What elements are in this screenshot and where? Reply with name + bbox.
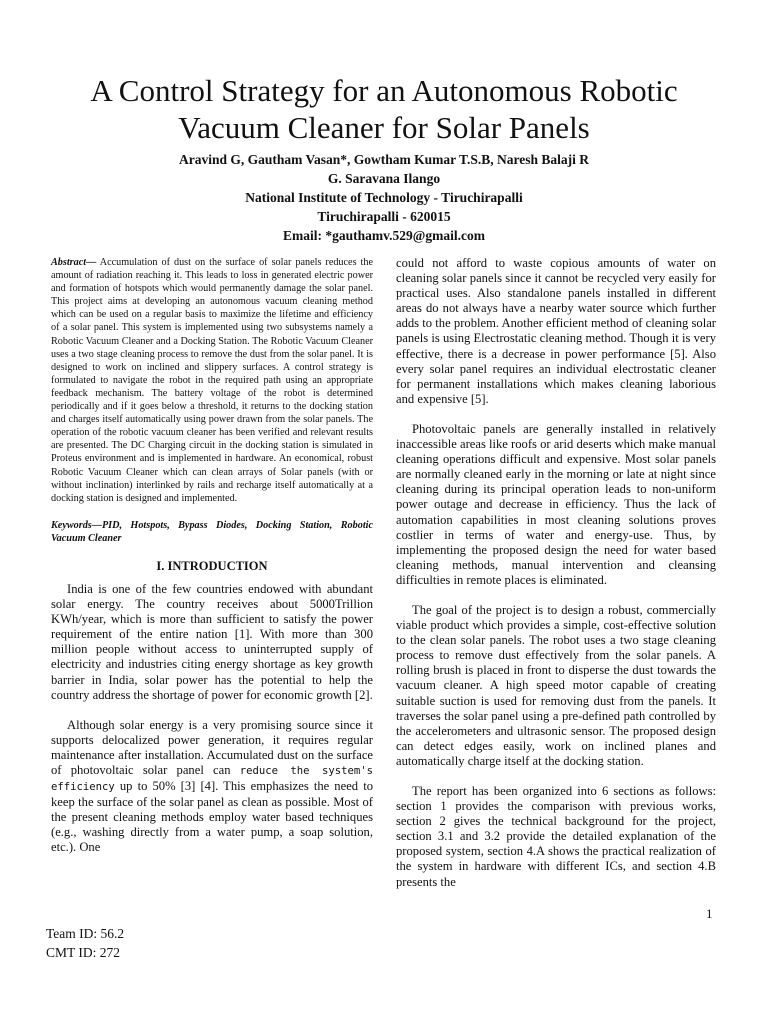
- paper-title: [40, 72, 728, 146]
- right-paragraph-3: The goal of the project is to design a robust, commercially viable product which provides a simple, cost-effective solution to the clean solar panels. The robot uses a two stage cleaning process to remove dust effectively from the solar panels. A rolling brush is placed in front to disperse the dust towards the vacuum cleaner. A high speed motor capable of creating suitable suction is used for removing dust from the panels. It traverses the solar panel using a pre-defined path controlled by the accelerometers and ultrasonic sensor. The proposed design can detect edges easily, work on inclined planes and automatically charge itself at the docking station.: [396, 602, 716, 768]
- right-paragraph-4: The report has been organized into 6 sections as follows: section 1 provides the comparison with previous works, section 2 gives the technical background for the project, section 3.1 and 3.2 provide the detailed explanation of the proposed system, section 4.A shows the practical realization of the system in hardware with different ICs, and section 4.B presents the: [396, 784, 716, 889]
- right-paragraph-2: Photovoltaic panels are generally installed in relatively inaccessible areas like roofs or arid deserts which make manual cleaning operations difficult and expensive. Most solar panels are normally cleaned early in the morning or late at night since cleaning during its principal operation leads to non-uniform power outage and decrease in efficiency. Thus the lack of automation capabilities in most cleaning solutions proves costlier in terms of water and energy-use. Thus, by implementing the proposed design the need for water based cleaning methods, manual intervention and cleansing difficulties in remote places is eliminated.: [396, 421, 716, 587]
- intro-paragraph-2: [51, 718, 373, 856]
- authors-line-2: G. Saravana Ilango: [327, 171, 441, 186]
- cmt-id: CMT ID: 272: [46, 945, 121, 960]
- email: Email: *gauthamv.529@gmail.com: [283, 228, 485, 243]
- section-heading-introduction: I. INTRODUCTION: [156, 558, 268, 573]
- affiliation: National Institute of Technology - Tiruchirapalli: [245, 190, 523, 205]
- abstract-lead: Abstract—: [51, 257, 97, 268]
- intro-p2-part-b: up to 50% [3] [4]. This emphasizes the need to keep the surface of the solar panel as clean as possible. Most of the present cleaning methods employ water based techniques (e.g., washing directly from a water pump, a soap solution, etc.). One: [51, 779, 373, 855]
- footer-ids: [46, 924, 124, 962]
- title-line-1: A Control Strategy for an Autonomous Robotic: [90, 73, 678, 108]
- title-line-2: Vacuum Cleaner for Solar Panels: [178, 110, 590, 145]
- right-paragraph-1: could not afford to waste copious amounts of water on cleaning solar panels since it cannot be recycled very easily for practical uses. Also standalone panels installed in different areas do not always have a nearby water source which further adds to the problem. Another efficient method of cleaning solar panels is using Electrostatic cleaning method. Though it is very effective, there is a decrease in power performance [5]. Also every solar panel requires an individual electrostatic cleaner for permanent installations which makes cleaning laborious and expensive [5].: [396, 256, 716, 406]
- keywords: Keywords—PID, Hotspots, Bypass Diodes, Docking Station, Robotic Vacuum Cleaner: [51, 519, 373, 544]
- authors-line-1: Aravind G, Gautham Vasan*, Gowtham Kumar T.S.B, Naresh Balaji R: [178, 152, 590, 167]
- location: Tiruchirapalli - 620015: [317, 209, 451, 224]
- intro-paragraph-1: India is one of the few countries endowed with abundant solar energy. The country receives about 5000Trillion KWh/year, which is more than sufficient to satisfy the power requirement of the entire nation [1]. With more than 300 million people without access to uninterrupted supply of electricity and industries citing energy shortage as key growth barrier in India, solar power has the potential to help the country address the shortage of power for economic growth [2].: [51, 581, 373, 702]
- intro-p2-mono: reduce the system's efficiency: [51, 765, 373, 794]
- abstract-text: Accumulation of dust on the surface of solar panels reduces the amount of radiation reaching it. This leads to loss in generated electric power and formation of hotspots which would permanently damage the solar panel. This project aims at developing an autonomous vacuum cleaning method which can be used on a regular basis to maximize the lifetime and efficiency of a solar panel. This system is implemented using two subsystems namely a Robotic Vacuum Cleaner and a Docking Station. The Robotic Vacuum Cleaner uses a two stage cleaning process to remove the dust from the solar panel. It is designed to work on inclined and slippery surfaces. A control strategy is formulated to navigate the robot in the required path using an appropriate feedback mechanism. The battery voltage of the robot is determined periodically and if it goes below a threshold, it returns to the docking station and charges itself automatically using power drawn from the solar panels. The operation of the robotic vacuum cleaner has been verified and relevant results are presented. The DC Charging circuit in the docking station is simulated in Proteus environment and is implemented in hardware. An economical, robust Robotic Vacuum Cleaner which can clean arrays of Solar panels (with or without inclination) interlinked by rails and recharge itself automatically at a docking station is designed and implemented.: [51, 257, 373, 504]
- left-column: [51, 256, 373, 871]
- intro-p2-part-a: Although solar energy is a very promising source since it supports delocalized power generation, it requires regular maintenance after installation. Accumulated dust on the surface of photovoltaic solar panel can: [51, 717, 373, 777]
- page-number: 1: [706, 906, 713, 921]
- team-id: Team ID: 56.2: [46, 926, 125, 941]
- right-column: [396, 256, 716, 905]
- author-block: [40, 150, 728, 245]
- abstract: [51, 256, 373, 505]
